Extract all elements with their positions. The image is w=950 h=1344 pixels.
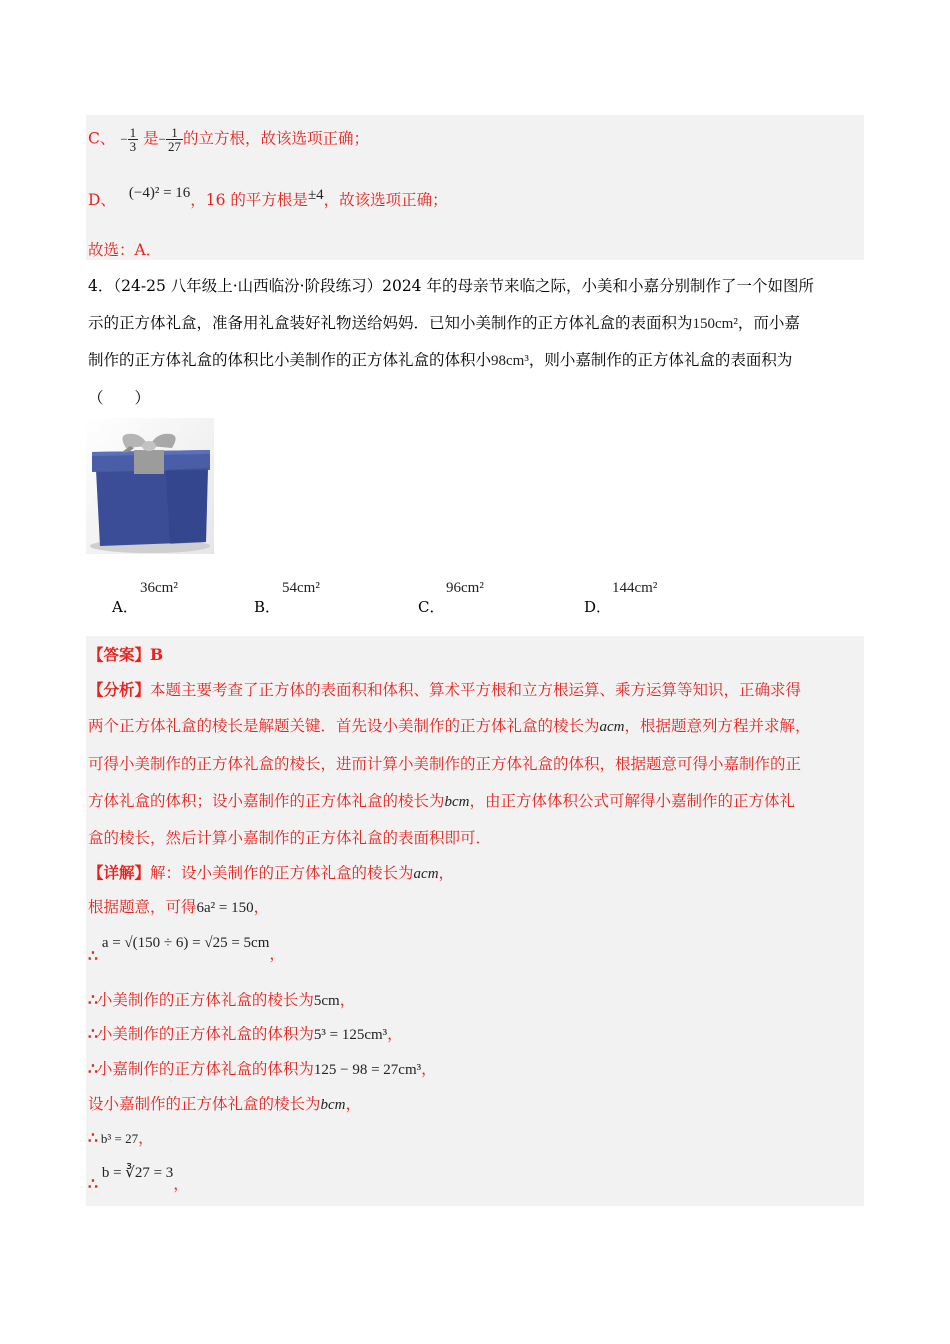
analysis-line-2: 两个正方体礼盒的棱长是解题关键．首先设小美制作的正方体礼盒的棱长为acm，根据题意列方程并求解，	[88, 717, 811, 735]
analysis-line-1: 【分析】本题主要考查了正方体的表面积和体积、算术平方根和立方根运算、乘方运算等知识，正确求得	[88, 680, 802, 699]
question-line-2: 示的正方体礼盒，准备用礼盒装好礼物送给妈妈．已知小美制作的正方体礼盒的表面积为150cm²，而小嘉	[88, 314, 800, 332]
c-label: C、	[88, 129, 116, 148]
previous-conclusion: 故选：A．	[88, 241, 162, 259]
detail-line-4: ∴小美制作的正方体礼盒的棱长为5cm，	[88, 990, 356, 1009]
detail-line-5: ∴小美制作的正方体礼盒的体积为5³ = 125cm³，	[88, 1024, 403, 1043]
gift-box-image	[86, 418, 214, 554]
analysis-line-3: 可得小美制作的正方体礼盒的棱长，进而计算小美制作的正方体礼盒的体积，根据题意可得小嘉制作的正	[88, 755, 802, 773]
detail-line-6: ∴小嘉制作的正方体礼盒的体积为125 − 98 = 27cm³，	[88, 1059, 437, 1078]
question-number: 4．	[88, 277, 114, 295]
detail-line-7: 设小嘉制作的正方体礼盒的棱长为bcm，	[88, 1095, 362, 1113]
detail-line-3: ∴ a = √(150 ÷ 6) = √25 = 5cm，	[88, 935, 285, 965]
detail-line-9: ∴ b = ∛27 = 3，	[88, 1165, 189, 1193]
question-source: （24-25 八年级上·山西临汾·阶段练习）	[113, 277, 383, 295]
detail-line-2: 根据题意，可得6a² = 150，	[88, 898, 270, 916]
fraction-one-third: $\frac{1}{3}$	[129, 125, 137, 154]
question-line-1: 4．（24-25 八年级上·山西临汾·阶段练习）2024 年的母亲节来临之际，小美和小嘉分别制作了一个如图所	[88, 277, 814, 295]
question-answer-blank: （ ）	[88, 389, 151, 407]
detail-line-8: ∴ b³ = 27，	[88, 1128, 154, 1147]
option-c-explanation: C、 − $\frac{1}{3}$ 是− $\frac{1}{27}$ 的立方根，故该选项正确；	[88, 125, 369, 154]
question-line-3: 制作的正方体礼盒的体积比小美制作的正方体礼盒的体积小98cm³，则小嘉制作的正方体礼盒的表面积为	[88, 351, 793, 369]
fraction-one-twentyseventh: $\frac{1}{27}$	[167, 125, 181, 154]
analysis-line-4: 方体礼盒的体积；设小嘉制作的正方体礼盒的棱长为bcm，由正方体体积公式可解得小嘉制作的正方体礼	[88, 792, 796, 810]
analysis-line-5: 盒的棱长，然后计算小嘉制作的正方体礼盒的表面积即可．	[88, 829, 492, 847]
answer-line: 【答案】B	[88, 645, 164, 664]
detail-line-1: 【详解】解：设小美制作的正方体礼盒的棱长为acm，	[88, 863, 455, 882]
gift-box-icon	[86, 418, 214, 554]
option-d-explanation: D、 (−4)² = 16，16 的平方根是±4，故该选项正确；	[88, 185, 448, 209]
therefore-symbol: ∴	[88, 946, 97, 965]
